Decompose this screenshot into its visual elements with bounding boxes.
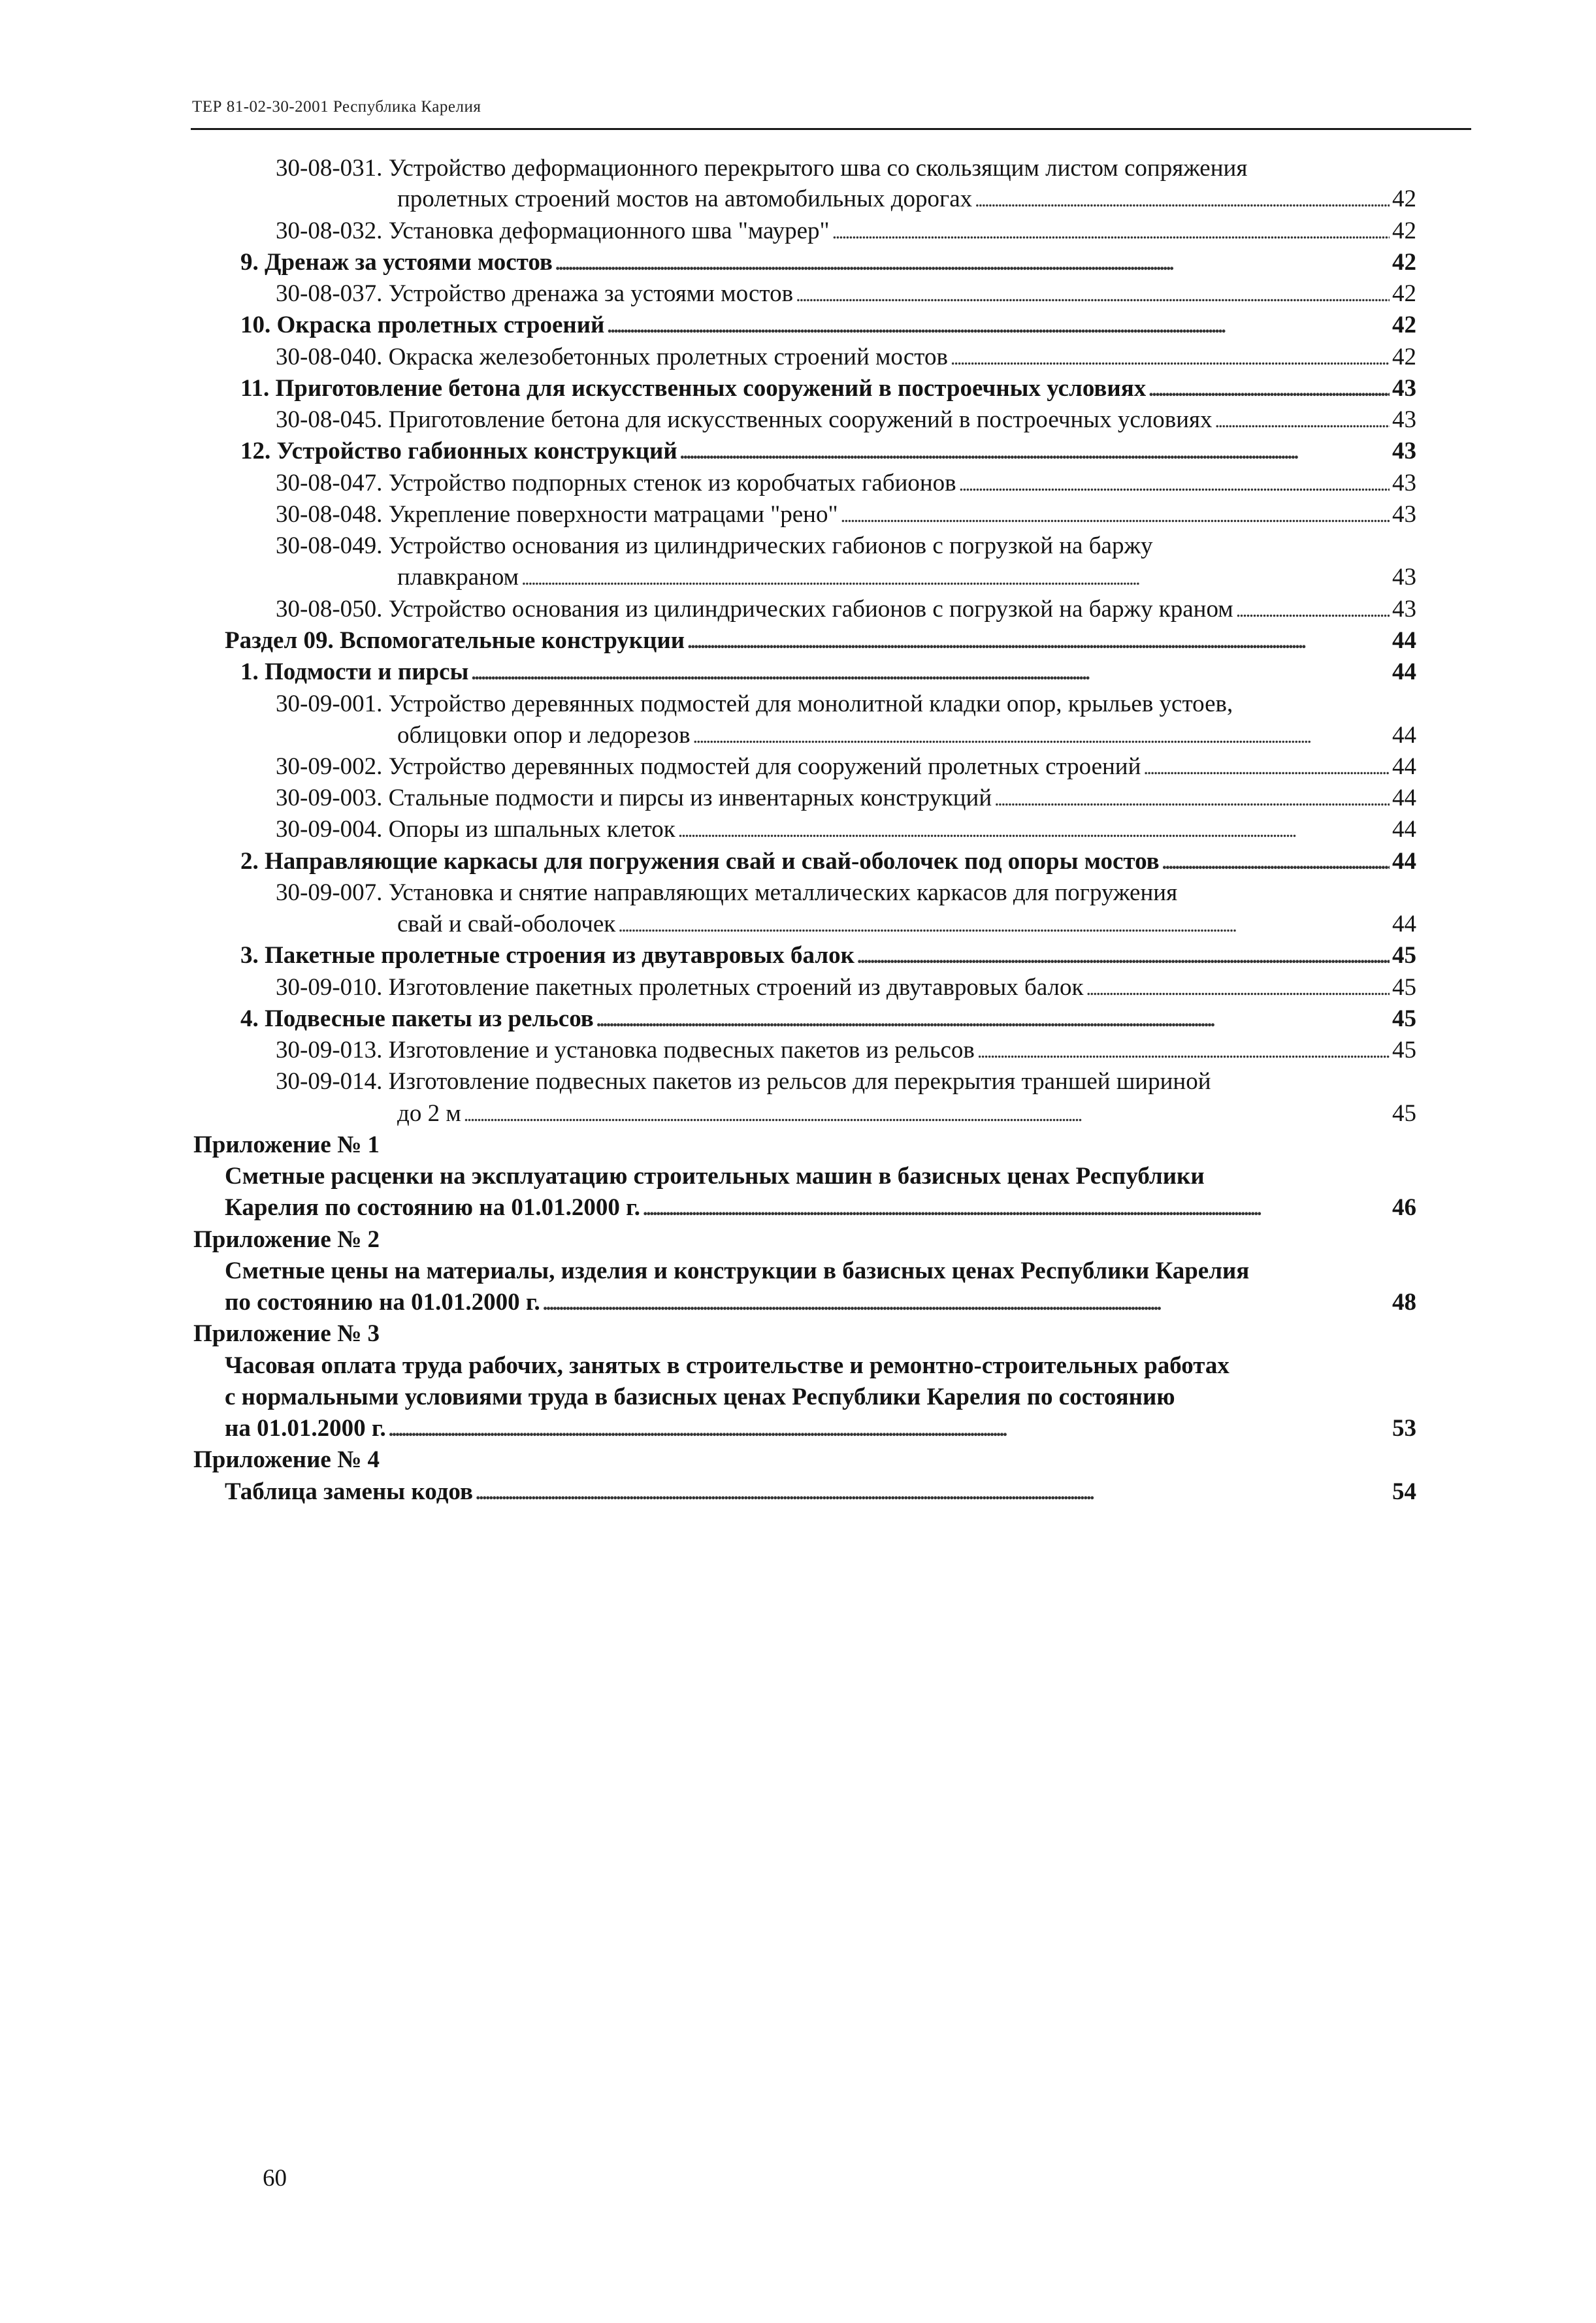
toc-line: 30-09-001. Устройство деревянных подмостей для монолитной кладки опор, крыльев устоев, — [276, 690, 1233, 717]
toc-entry[interactable]: 30-08-048. Укрепление поверхности матрацами "рено" . . . 43 — [276, 499, 1416, 532]
toc-entry[interactable]: 30-09-004. Опоры из шпальных клеток . . . 44 — [276, 814, 1416, 847]
appendix-heading: Приложение № 3 — [193, 1320, 380, 1347]
toc-subsection[interactable]: 4. Подвесные пакеты из рельсов . . . 45 — [240, 1003, 1416, 1036]
toc-entry[interactable]: 30-08-045. Приготовление бетона для искусственных сооружений в построечных условиях . . . 43 — [276, 404, 1416, 437]
appendix-heading: Приложение № 2 — [193, 1226, 380, 1253]
toc-line: 30-08-031. Устройство деформационного перекрытого шва со скользящим листом сопряжения — [276, 155, 1248, 182]
toc-entry[interactable]: облицовки опор и ледорезов . . . 44 — [397, 720, 1416, 753]
appendix-heading: Приложение № 4 — [193, 1446, 380, 1473]
toc-entry[interactable]: 30-08-037. Устройство дренажа за устоями мостов . . . 42 — [276, 278, 1416, 311]
toc-subsection[interactable]: 11. Приготовление бетона для искусственных сооружений в построечных условиях . . . 43 — [240, 373, 1416, 406]
toc-entry[interactable]: 30-08-040. Окраска железобетонных пролетных строений мостов . . . 42 — [276, 342, 1416, 374]
toc-subsection[interactable]: 9. Дренаж за устоями мостов . . . 42 — [240, 247, 1416, 280]
toc-line: с нормальными условиями труда в базисных ценах Республики Карелия по состоянию — [225, 1384, 1175, 1410]
toc-line: Сметные расценки на эксплуатацию строительных машин в базисных ценах Республики — [225, 1163, 1205, 1190]
header-rule — [191, 128, 1471, 130]
toc-subsection[interactable]: 12. Устройство габионных конструкций . . . 43 — [240, 436, 1416, 468]
toc-entry[interactable]: свай и свай-оболочек . . . 44 — [397, 909, 1416, 941]
toc-line: Часовая оплата труда рабочих, занятых в строительстве и ремонтно-строительных работах — [225, 1352, 1230, 1379]
toc-entry[interactable]: 30-09-002. Устройство деревянных подмостей для сооружений пролетных строений . . . 44 — [276, 751, 1416, 784]
toc-line: 30-09-014. Изготовление подвесных пакетов из рельсов для перекрытия траншей шириной — [276, 1068, 1211, 1095]
toc-entry[interactable]: плавкраном . . . 43 — [397, 562, 1416, 594]
toc-subsection[interactable]: 1. Подмости и пирсы . . . 44 — [240, 657, 1416, 689]
toc-entry[interactable]: 30-09-010. Изготовление пакетных пролетных строений из двутавровых балок . . . 45 — [276, 972, 1416, 1005]
toc-entry[interactable]: до 2 м . . . 45 — [397, 1098, 1416, 1131]
toc-appendix-entry[interactable]: на 01.01.2000 г. . . . 53 — [225, 1413, 1416, 1446]
running-header: ТЕР 81-02-30-2001 Республика Карелия — [192, 98, 481, 116]
appendix-heading: Приложение № 1 — [193, 1131, 380, 1158]
page-number: 42 — [1392, 186, 1416, 212]
page-number-footer: 60 — [263, 2165, 287, 2192]
toc-subsection[interactable]: 3. Пакетные пролетные строения из двутавровых балок . . . 45 — [240, 940, 1416, 973]
toc-entry[interactable]: 30-08-050. Устройство основания из цилиндрических габионов с погрузкой на баржу краном . . . 43 — [276, 594, 1416, 626]
toc-subsection[interactable]: 10. Окраска пролетных строений . . . 42 — [240, 310, 1416, 342]
toc-entry[interactable]: 30-08-047. Устройство подпорных стенок из коробчатых габионов . . . 43 — [276, 468, 1416, 500]
toc-line: 30-09-007. Установка и снятие направляющих металлических каркасов для погружения — [276, 879, 1178, 906]
toc-appendix-entry[interactable]: Карелия по состоянию на 01.01.2000 г. . . . 46 — [225, 1192, 1416, 1225]
toc-line: Сметные цены на материалы, изделия и конструкции в базисных ценах Республики Карелия — [225, 1258, 1250, 1284]
toc-appendix-entry[interactable]: по состоянию на 01.01.2000 г. . . . 48 — [225, 1287, 1416, 1320]
toc-entry[interactable]: 30-08-032. Установка деформационного шва "маурер" . . . 42 — [276, 216, 1416, 248]
toc-subsection[interactable]: 2. Направляющие каркасы для погружения свай и свай-оболочек под опоры мостов . . . 44 — [240, 846, 1416, 879]
toc-section[interactable]: Раздел 09. Вспомогательные конструкции . . . 44 — [225, 625, 1416, 658]
toc-entry[interactable]: 30-09-013. Изготовление и установка подвесных пакетов из рельсов . . . 45 — [276, 1035, 1416, 1067]
toc-appendix-entry[interactable]: Таблица замены кодов . . . 54 — [225, 1476, 1416, 1509]
leader-dots — [975, 184, 1390, 216]
toc-entry[interactable]: 30-09-003. Стальные подмости и пирсы из инвентарных конструкций . . . 44 — [276, 783, 1416, 815]
toc-entry[interactable]: пролетных строений мостов на автомобильных дорогах . . . 42 — [397, 184, 1416, 216]
toc-line: 30-08-049. Устройство основания из цилиндрических габионов с погрузкой на баржу — [276, 532, 1153, 559]
